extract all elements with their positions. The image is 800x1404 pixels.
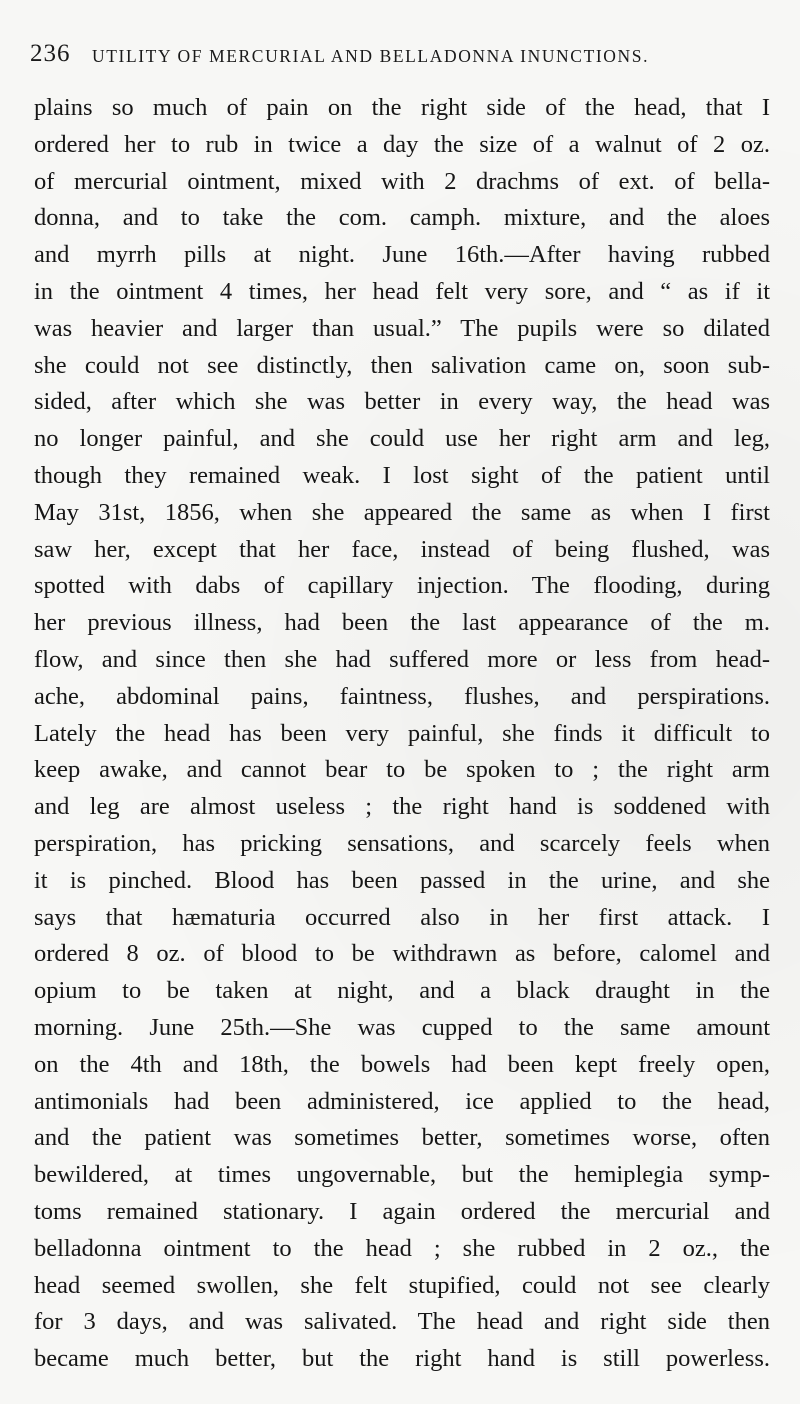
text-line: her previous illness, had been the last appearance of the m.: [34, 609, 770, 637]
text-line: ache, abdominal pains, faintness, flushes, and perspirations.: [34, 682, 770, 710]
text-line: on the 4th and 18th, the bowels had been kept freely open,: [34, 1050, 770, 1078]
text-line: it is pinched. Blood has been passed in the urine, and she: [34, 866, 770, 894]
text-line: she could not see distinctly, then salivation came on, soon sub-: [34, 351, 770, 379]
text-line: perspiration, has pricking sensations, and scarcely feels when: [34, 829, 770, 857]
text-line: spotted with dabs of capillary injection. The flooding, during: [34, 572, 770, 600]
running-head: [30, 40, 770, 74]
text-line: in the ointment 4 times, her head felt very sore, and “ as if it: [34, 277, 770, 305]
text-line: though they remained weak. I lost sight of the patient until: [34, 461, 770, 489]
text-line: opium to be taken at night, and a black draught in the: [34, 977, 770, 1005]
text-line: and myrrh pills at night. June 16th.—After having rubbed: [34, 241, 770, 269]
text-line: plains so much of pain on the right side of the head, that I: [34, 94, 770, 121]
text-line: donna, and to take the com. camph. mixture, and the aloes: [34, 204, 770, 232]
text-line: keep awake, and cannot bear to be spoken to ; the right arm: [34, 756, 770, 784]
body-text: [34, 90, 770, 1378]
text-line: and leg are almost useless ; the right hand is soddened with: [34, 793, 770, 821]
text-line: flow, and since then she had suffered more or less from head-: [34, 645, 770, 673]
text-line: sided, after which she was better in every way, the head was: [34, 388, 770, 416]
text-line: says that hæmaturia occurred also in her first attack. I: [34, 903, 770, 931]
text-line: May 31st, 1856, when she appeared the same as when I first: [34, 498, 770, 526]
text-line: bewildered, at times ungovernable, but the hemiplegia symp-: [34, 1161, 770, 1189]
text-line: antimonials had been administered, ice applied to the head,: [34, 1087, 770, 1115]
text-line: no longer painful, and she could use her right arm and leg,: [34, 425, 770, 453]
text-line: ordered her to rub in twice a day the size of a walnut of 2 oz.: [34, 130, 770, 158]
text-line: became much better, but the right hand is still powerless.: [34, 1345, 770, 1373]
text-line: of mercurial ointment, mixed with 2 drachms of ext. of bella-: [34, 167, 770, 195]
text-line: for 3 days, and was salivated. The head and right side then: [34, 1308, 770, 1336]
text-line: Lately the head has been very painful, she finds it difficult to: [34, 719, 770, 747]
text-line: head seemed swollen, she felt stupified, could not see clearly: [34, 1271, 770, 1299]
text-line: saw her, except that her face, instead of being flushed, was: [34, 535, 770, 563]
text-line: toms remained stationary. I again ordered the mercurial and: [34, 1197, 770, 1225]
text-line: belladonna ointment to the head ; she rubbed in 2 oz., the: [34, 1234, 770, 1262]
page-number: 236: [30, 40, 71, 67]
running-head-title: UTILITY OF MERCURIAL AND BELLADONNA INUNCTIONS.: [92, 46, 650, 66]
text-line: and the patient was sometimes better, sometimes worse, often: [34, 1124, 770, 1152]
text-line: morning. June 25th.—She was cupped to the same amount: [34, 1013, 770, 1041]
text-line: ordered 8 oz. of blood to be withdrawn as before, calomel and: [34, 940, 770, 968]
text-line: was heavier and larger than usual.” The pupils were so dilated: [34, 314, 770, 342]
